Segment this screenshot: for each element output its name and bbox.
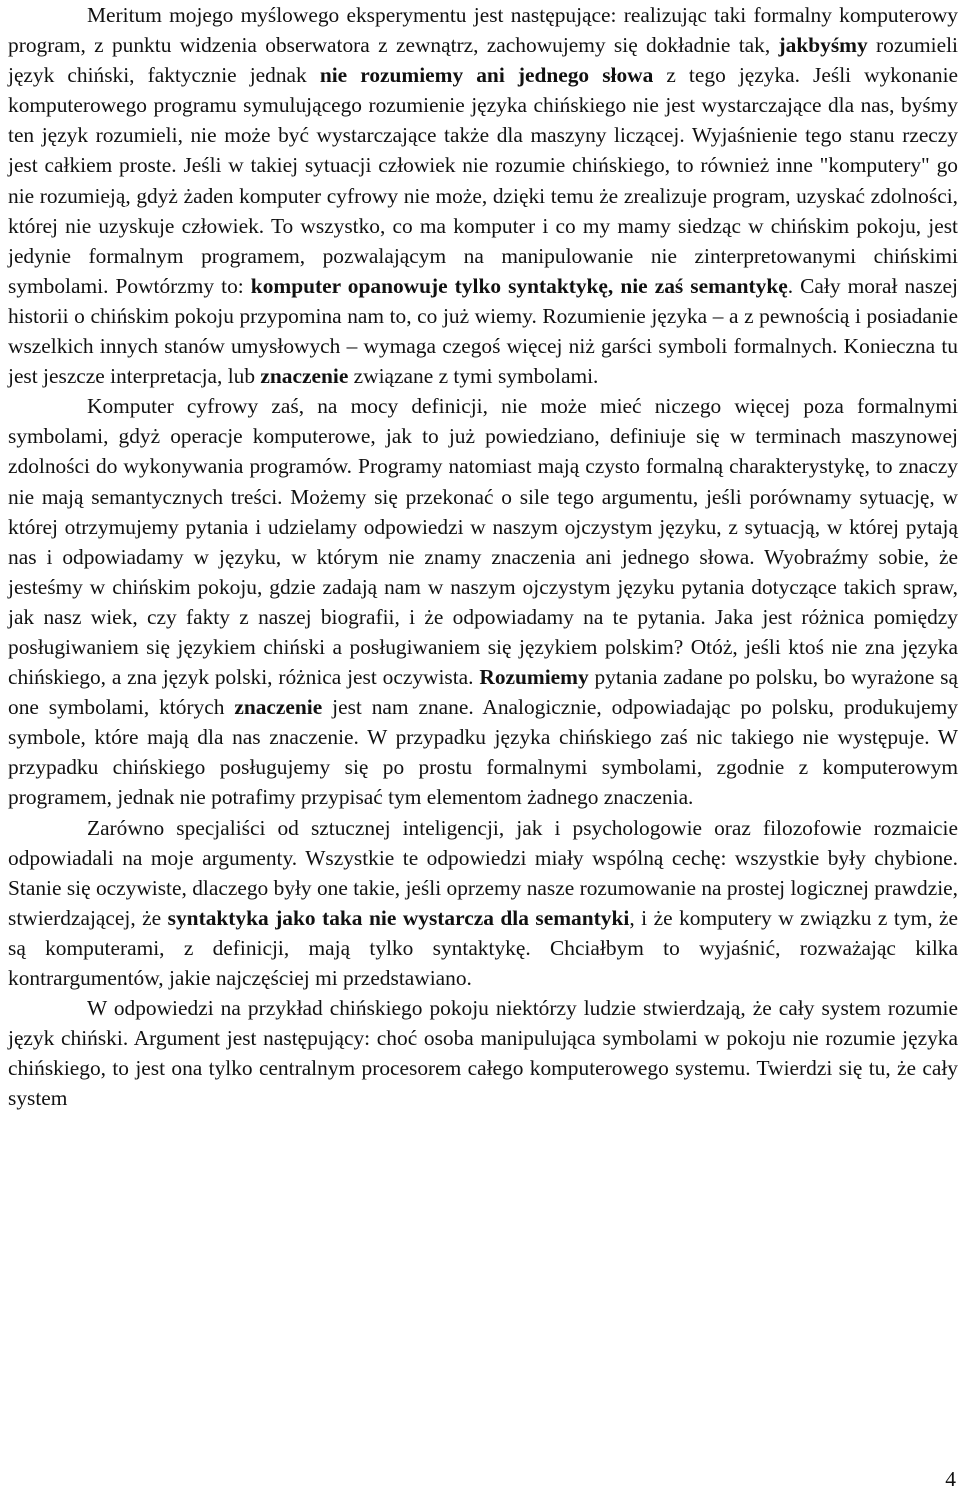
emphasis-rozumiemy: Rozumiemy (479, 665, 589, 690)
emphasis-syntaktyka-semantyka: syntaktyka jako taka nie wystarcza dla semantyki (167, 905, 630, 930)
paragraph-3 (8, 813, 958, 994)
emphasis-znaczenie-2: znaczenie (234, 695, 323, 720)
paragraph-2-segment-5: jest nam znane. Analogicznie, odpowiadając po polsku, produkujemy symbole, które mają dla nas znaczenie. W przypadku języka chińskiego zaś nic takiego nie występuje. W przypadku chińskiego posługujemy się po prostu formalnymi symbolami, zgodnie z komputerowym programem, jednak nie potrafimy przypisać tym elementom żadnego znaczenia. (8, 695, 958, 810)
paragraph-3-segment-3: , i że komputery w związku z tym, że są komputerami, z definicji, mają tylko syntaktykę. Chciałbym to wyjaśnić, rozważając kilka kontrargumentów, jakie najczęściej mi przedstawiano. (8, 905, 959, 990)
emphasis-komputer-syntaktyka: komputer opanowuje tylko syntaktykę, nie zaś semantykę (250, 273, 788, 298)
paragraph-3-segment-1: Zarówno specjaliści od sztucznej inteligencji, jak i psychologowie oraz filozofowie rozmaicie odpowiadali na moje argumenty. Wszystkie te odpowiedzi miały wspólną cechę: wszystkie były chybione. Stanie się oczywiste, dlaczego były one takie, jeśli oprzemy nasze rozumowanie na prostej logicznej prawdzie, stwierdzającej, że (8, 815, 958, 930)
paragraph-1-segment-1: Meritum mojego myślowego eksperymentu jest następujące: realizując taki formalny komputerowy program, z punktu widzenia obserwatora z zewnątrz, zachowujemy się dokładnie tak, (8, 3, 958, 58)
paragraph-1-segment-9: związane z tymi symbolami. (348, 364, 599, 389)
paragraph-2-segment-3: pytania zadane po polsku, bo wyrażone są one symbolami, których (8, 665, 958, 720)
paragraph-4-segment-1: W odpowiedzi na przykład chińskiego pokoju niektórzy ludzie stwierdzają, że cały system rozumie język chiński. Argument jest następujący: choć osoba manipulująca symbolami w pokoju nie rozumie języka chińskiego, to jest ona tylko centralnym procesorem całego komputerowego systemu. Twierdzi się tu, że cały system (8, 996, 958, 1111)
paragraph-4 (8, 993, 958, 1113)
page-number: 4 (945, 1467, 956, 1491)
emphasis-jakbysmy: jakbyśmy (778, 33, 868, 58)
document-page (8, 0, 958, 1113)
emphasis-nie-rozumiemy: nie rozumiemy ani jednego słowa (319, 63, 654, 88)
emphasis-znaczenie: znaczenie (260, 364, 349, 389)
paragraph-1-segment-5: z tego języka. Jeśli wykonanie komputerowego programu symulującego rozumienie języka chińskiego nie jest wystarczające dla nas, byśmy ten język rozumieli, nie może być wystarczające także dla maszyny liczącej. Wyjaśnienie tego stanu rzeczy jest całkiem proste. Jeśli w takiej sytuacji człowiek nie rozumie chińskiego, to również inne "komputery" go nie rozumieją, gdyż żaden komputer cyfrowy nie może, dzięki temu że zrealizuje program, uzyskać zdolności, której nie uzyskuje człowiek. To wszystko, co ma komputer i co my mamy siedząc w chińskim pokoju, jest jedynie formalnym programem, pozwalającym na manipulowanie nie zinterpretowanymi chińskimi symbolami. Powtórzmy to: (8, 63, 959, 298)
paragraph-2-segment-1: Komputer cyfrowy zaś, na mocy definicji, nie może mieć niczego więcej poza formalnymi symbolami, gdyż operacje komputerowe, jak to już powiedziano, definiuje się w terminach maszynowej zdolności do wykonywania programów. Programy natomiast mają czysto formalną charakterystykę, to znaczy nie mają semantycznych treści. Możemy się przekonać o sile tego argumentu, jeśli porównamy sytuację, w której otrzymujemy pytania i udzielamy odpowiedzi w naszym ojczystym języku, z sytuacją, w której pytają nas i odpowiadamy w języku, w którym nie znamy znaczenia ani jednego słowa. Wyobraźmy sobie, że jesteśmy w chińskim pokoju, gdzie zadają nam w naszym ojczystym języku pytania dotyczące takich spraw, jak nasz wiek, czy fakty z naszej biografii, i że odpowiadamy na te pytania. Jaka jest różnica pomiędzy posługiwaniem się językiem chiński a posługiwaniem się językiem polskim? Otóż, jeśli ktoś nie zna języka chińskiego, a zna język polski, różnica jest oczywista. (8, 394, 958, 690)
paragraph-1-segment-3: rozumieli język chiński, faktycznie jednak (8, 33, 958, 88)
paragraph-1-segment-7: . Cały morał naszej historii o chińskim pokoju przypomina nam to, co już wiemy. Rozumienie języka – a z pewnością i posiadanie wszelkich innych stanów umysłowych – wymaga czegoś więcej niż garści symboli formalnych. Konieczna tu jest jeszcze interpretacja, lub (8, 273, 958, 389)
paragraph-1 (8, 0, 958, 391)
paragraph-2 (8, 391, 958, 812)
